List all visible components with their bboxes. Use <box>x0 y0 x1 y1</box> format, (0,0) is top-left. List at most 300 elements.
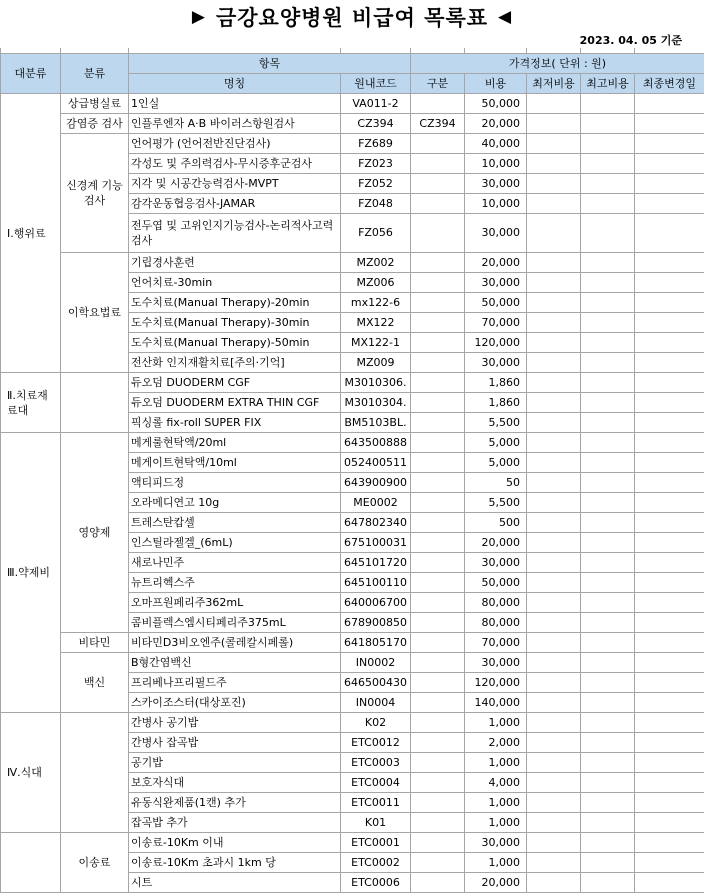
item-cost-cell: 1,000 <box>465 713 527 733</box>
item-cost-cell: 20,000 <box>465 873 527 893</box>
table-row <box>1 373 704 393</box>
last-changed-cell <box>635 633 704 653</box>
item-name-cell: 간병사 잡곡밥 <box>129 733 341 753</box>
max-cost-cell <box>581 733 635 753</box>
item-name-cell: 보호자식대 <box>129 773 341 793</box>
min-cost-cell <box>527 293 581 313</box>
max-cost-cell <box>581 293 635 313</box>
item-code-cell: ETC0003 <box>341 753 411 773</box>
item-type-cell <box>411 553 465 573</box>
max-cost-cell <box>581 194 635 214</box>
last-changed-cell <box>635 134 704 154</box>
item-cost-cell: 30,000 <box>465 653 527 673</box>
item-name-cell: 메게룰현탁액/20ml <box>129 433 341 453</box>
max-cost-cell <box>581 673 635 693</box>
max-cost-cell <box>581 433 635 453</box>
item-code-cell: ETC0012 <box>341 733 411 753</box>
item-name-cell: 전산화 인지재활치료[주의·기억] <box>129 353 341 373</box>
minor-category-cell: 백신 <box>61 653 129 713</box>
right-triangle-icon: ▶ <box>192 7 206 27</box>
item-code-cell: IN0004 <box>341 693 411 713</box>
item-cost-cell: 1,000 <box>465 793 527 813</box>
max-cost-cell <box>581 413 635 433</box>
item-type-cell <box>411 413 465 433</box>
item-code-cell: 645101720 <box>341 553 411 573</box>
max-cost-cell <box>581 873 635 893</box>
item-cost-cell: 1,000 <box>465 753 527 773</box>
item-cost-cell: 2,000 <box>465 733 527 753</box>
item-type-cell <box>411 214 465 253</box>
last-changed-cell <box>635 513 704 533</box>
item-cost-cell: 70,000 <box>465 633 527 653</box>
item-cost-cell: 120,000 <box>465 333 527 353</box>
item-name-cell: 언어평가 (언어전반진단검사) <box>129 134 341 154</box>
min-cost-cell <box>527 513 581 533</box>
last-changed-cell <box>635 333 704 353</box>
page-title <box>0 0 704 34</box>
item-cost-cell: 10,000 <box>465 154 527 174</box>
item-name-cell: 간병사 공기밥 <box>129 713 341 733</box>
item-type-cell <box>411 473 465 493</box>
item-type-cell <box>411 793 465 813</box>
min-cost-cell <box>527 473 581 493</box>
item-name-cell: 도수치료(Manual Therapy)-50min <box>129 333 341 353</box>
header-last-changed: 최종변경일 <box>635 74 704 94</box>
item-type-cell <box>411 353 465 373</box>
item-name-cell: 1인실 <box>129 94 341 114</box>
item-type-cell <box>411 273 465 293</box>
min-cost-cell <box>527 773 581 793</box>
item-name-cell: 유동식완제품(1캔) 추가 <box>129 793 341 813</box>
item-code-cell: 640006700 <box>341 593 411 613</box>
min-cost-cell <box>527 253 581 273</box>
max-cost-cell <box>581 773 635 793</box>
min-cost-cell <box>527 593 581 613</box>
min-cost-cell <box>527 833 581 853</box>
item-code-cell: K01 <box>341 813 411 833</box>
item-type-cell <box>411 393 465 413</box>
min-cost-cell <box>527 873 581 893</box>
last-changed-cell <box>635 253 704 273</box>
min-cost-cell <box>527 94 581 114</box>
item-type-cell <box>411 873 465 893</box>
last-changed-cell <box>635 673 704 693</box>
item-name-cell: B형간염백신 <box>129 653 341 673</box>
item-name-cell: 듀오덤 DUODERM EXTRA THIN CGF <box>129 393 341 413</box>
max-cost-cell <box>581 573 635 593</box>
major-category-cell: Ⅳ.식대 <box>1 713 61 833</box>
table-row <box>1 94 704 114</box>
title-text: 금강요양병원 비급여 목록표 <box>216 2 488 32</box>
table-row <box>1 134 704 154</box>
header-code: 원내코드 <box>341 74 411 94</box>
item-name-cell: 듀오덤 DUODERM CGF <box>129 373 341 393</box>
min-cost-cell <box>527 174 581 194</box>
max-cost-cell <box>581 373 635 393</box>
item-name-cell: 감각운동협응검사-JAMAR <box>129 194 341 214</box>
min-cost-cell <box>527 693 581 713</box>
item-name-cell: 뉴트리헥스주 <box>129 573 341 593</box>
last-changed-cell <box>635 373 704 393</box>
item-code-cell: 647802340 <box>341 513 411 533</box>
item-cost-cell: 30,000 <box>465 214 527 253</box>
max-cost-cell <box>581 493 635 513</box>
max-cost-cell <box>581 253 635 273</box>
min-cost-cell <box>527 493 581 513</box>
item-cost-cell: 30,000 <box>465 833 527 853</box>
item-type-cell <box>411 573 465 593</box>
item-code-cell: FZ052 <box>341 174 411 194</box>
max-cost-cell <box>581 453 635 473</box>
minor-category-cell: 상급병실료 <box>61 94 129 114</box>
max-cost-cell <box>581 713 635 733</box>
item-cost-cell: 80,000 <box>465 613 527 633</box>
last-changed-cell <box>635 293 704 313</box>
table-row <box>1 433 704 453</box>
major-category-cell: Ⅱ.치료재료대 <box>1 373 61 433</box>
last-changed-cell <box>635 733 704 753</box>
max-cost-cell <box>581 154 635 174</box>
item-type-cell <box>411 633 465 653</box>
header-name: 명칭 <box>129 74 341 94</box>
item-type-cell <box>411 94 465 114</box>
item-cost-cell: 140,000 <box>465 693 527 713</box>
item-code-cell: FZ689 <box>341 134 411 154</box>
left-triangle-icon: ◀ <box>498 7 512 27</box>
item-name-cell: 오마프원페리주362mL <box>129 593 341 613</box>
table-row <box>1 833 704 853</box>
max-cost-cell <box>581 473 635 493</box>
max-cost-cell <box>581 793 635 813</box>
max-cost-cell <box>581 513 635 533</box>
item-cost-cell: 70,000 <box>465 313 527 333</box>
last-changed-cell <box>635 593 704 613</box>
max-cost-cell <box>581 753 635 773</box>
last-changed-cell <box>635 573 704 593</box>
item-code-cell: BM5103BL. <box>341 413 411 433</box>
last-changed-cell <box>635 793 704 813</box>
min-cost-cell <box>527 214 581 253</box>
item-cost-cell: 5,000 <box>465 433 527 453</box>
item-code-cell: ETC0004 <box>341 773 411 793</box>
item-cost-cell: 500 <box>465 513 527 533</box>
max-cost-cell <box>581 273 635 293</box>
last-changed-cell <box>635 114 704 134</box>
min-cost-cell <box>527 793 581 813</box>
item-cost-cell: 20,000 <box>465 253 527 273</box>
min-cost-cell <box>527 413 581 433</box>
min-cost-cell <box>527 134 581 154</box>
item-code-cell: M3010306. <box>341 373 411 393</box>
item-cost-cell: 1,000 <box>465 813 527 833</box>
item-type-cell <box>411 453 465 473</box>
item-name-cell: 오라메디연고 10g <box>129 493 341 513</box>
item-code-cell: 643900900 <box>341 473 411 493</box>
last-changed-cell <box>635 273 704 293</box>
item-cost-cell: 30,000 <box>465 553 527 573</box>
item-type-cell <box>411 753 465 773</box>
item-name-cell: 스카이조스터(대상포진) <box>129 693 341 713</box>
item-code-cell: 643500888 <box>341 433 411 453</box>
item-type-cell <box>411 833 465 853</box>
max-cost-cell <box>581 214 635 253</box>
item-type-cell <box>411 154 465 174</box>
min-cost-cell <box>527 273 581 293</box>
item-type-cell <box>411 773 465 793</box>
max-cost-cell <box>581 693 635 713</box>
item-type-cell <box>411 513 465 533</box>
last-changed-cell <box>635 194 704 214</box>
item-name-cell: 도수치료(Manual Therapy)-30min <box>129 313 341 333</box>
min-cost-cell <box>527 154 581 174</box>
last-changed-cell <box>635 553 704 573</box>
item-type-cell <box>411 593 465 613</box>
last-changed-cell <box>635 693 704 713</box>
max-cost-cell <box>581 333 635 353</box>
item-name-cell: 기립경사훈련 <box>129 253 341 273</box>
minor-category-cell <box>61 373 129 433</box>
min-cost-cell <box>527 313 581 333</box>
item-code-cell: VA011-2 <box>341 94 411 114</box>
item-name-cell: 콤비플렉스엠시티페리주375mL <box>129 613 341 633</box>
table-row <box>1 114 704 134</box>
item-name-cell: 공기밥 <box>129 753 341 773</box>
item-code-cell: ETC0006 <box>341 873 411 893</box>
max-cost-cell <box>581 114 635 134</box>
item-name-cell: 도수치료(Manual Therapy)-20min <box>129 293 341 313</box>
minor-category-cell: 신경계 기능검사 <box>61 134 129 253</box>
item-name-cell: 액티피드정 <box>129 473 341 493</box>
last-changed-cell <box>635 853 704 873</box>
last-changed-cell <box>635 94 704 114</box>
item-code-cell: K02 <box>341 713 411 733</box>
item-name-cell: 잡곡밥 추가 <box>129 813 341 833</box>
item-name-cell: 트레스탄캅셀 <box>129 513 341 533</box>
item-type-cell <box>411 673 465 693</box>
min-cost-cell <box>527 673 581 693</box>
last-changed-cell <box>635 713 704 733</box>
item-cost-cell: 20,000 <box>465 533 527 553</box>
item-type-cell <box>411 713 465 733</box>
last-changed-cell <box>635 833 704 853</box>
item-type-cell <box>411 533 465 553</box>
minor-category-cell <box>61 713 129 833</box>
table-row <box>1 253 704 273</box>
item-code-cell: M3010304. <box>341 393 411 413</box>
minor-category-cell: 이송료 <box>61 833 129 893</box>
table-row <box>1 633 704 653</box>
min-cost-cell <box>527 353 581 373</box>
item-cost-cell: 1,860 <box>465 373 527 393</box>
item-code-cell: 641805170 <box>341 633 411 653</box>
item-cost-cell: 50,000 <box>465 573 527 593</box>
item-code-cell: FZ023 <box>341 154 411 174</box>
min-cost-cell <box>527 453 581 473</box>
min-cost-cell <box>527 753 581 773</box>
item-type-cell <box>411 733 465 753</box>
item-name-cell: 메게이트현탁액/10ml <box>129 453 341 473</box>
last-changed-cell <box>635 753 704 773</box>
item-type-cell <box>411 493 465 513</box>
item-name-cell: 인스틸라젤겔_(6mL) <box>129 533 341 553</box>
item-code-cell: 645100110 <box>341 573 411 593</box>
item-type-cell <box>411 293 465 313</box>
item-name-cell: 이송료-10Km 이내 <box>129 833 341 853</box>
minor-category-cell: 영양제 <box>61 433 129 633</box>
item-code-cell: 675100031 <box>341 533 411 553</box>
last-changed-cell <box>635 413 704 433</box>
item-name-cell: 언어치료-30min <box>129 273 341 293</box>
item-type-cell <box>411 653 465 673</box>
item-name-cell: 시트 <box>129 873 341 893</box>
min-cost-cell <box>527 573 581 593</box>
item-cost-cell: 20,000 <box>465 114 527 134</box>
minor-category-cell: 이학요법료 <box>61 253 129 373</box>
min-cost-cell <box>527 713 581 733</box>
item-type-cell <box>411 313 465 333</box>
item-code-cell: ETC0011 <box>341 793 411 813</box>
item-cost-cell: 30,000 <box>465 353 527 373</box>
max-cost-cell <box>581 853 635 873</box>
item-code-cell: MZ002 <box>341 253 411 273</box>
last-changed-cell <box>635 613 704 633</box>
item-type-cell <box>411 813 465 833</box>
min-cost-cell <box>527 433 581 453</box>
item-cost-cell: 10,000 <box>465 194 527 214</box>
header-max-cost: 최고비용 <box>581 74 635 94</box>
item-cost-cell: 1,860 <box>465 393 527 413</box>
max-cost-cell <box>581 174 635 194</box>
item-type-cell <box>411 253 465 273</box>
item-code-cell: MZ009 <box>341 353 411 373</box>
last-changed-cell <box>635 493 704 513</box>
item-name-cell: 프리베나프리필드주 <box>129 673 341 693</box>
item-code-cell: ETC0001 <box>341 833 411 853</box>
item-type-cell <box>411 433 465 453</box>
max-cost-cell <box>581 134 635 154</box>
header-item-group: 항목 <box>129 54 411 74</box>
item-code-cell: 052400511 <box>341 453 411 473</box>
min-cost-cell <box>527 733 581 753</box>
major-category-cell: Ⅰ.행위료 <box>1 94 61 373</box>
min-cost-cell <box>527 853 581 873</box>
base-date: 2023. 04. 05 기준 <box>580 34 682 48</box>
item-name-cell: 이송료-10Km 초과시 1km 당 <box>129 853 341 873</box>
min-cost-cell <box>527 114 581 134</box>
major-category-cell: Ⅲ.약제비 <box>1 433 61 713</box>
last-changed-cell <box>635 533 704 553</box>
header-major: 대분류 <box>1 54 61 94</box>
min-cost-cell <box>527 633 581 653</box>
last-changed-cell <box>635 873 704 893</box>
max-cost-cell <box>581 813 635 833</box>
max-cost-cell <box>581 833 635 853</box>
item-name-cell: 새로나민주 <box>129 553 341 573</box>
min-cost-cell <box>527 333 581 353</box>
item-cost-cell: 5,500 <box>465 413 527 433</box>
item-code-cell: ETC0002 <box>341 853 411 873</box>
item-name-cell: 각성도 및 주의력검사-무시증후군검사 <box>129 154 341 174</box>
item-cost-cell: 50 <box>465 473 527 493</box>
item-cost-cell: 120,000 <box>465 673 527 693</box>
min-cost-cell <box>527 613 581 633</box>
min-cost-cell <box>527 813 581 833</box>
item-code-cell: mx122-6 <box>341 293 411 313</box>
item-code-cell: ME0002 <box>341 493 411 513</box>
item-type-cell <box>411 853 465 873</box>
min-cost-cell <box>527 373 581 393</box>
max-cost-cell <box>581 393 635 413</box>
last-changed-cell <box>635 653 704 673</box>
last-changed-cell <box>635 313 704 333</box>
item-cost-cell: 5,000 <box>465 453 527 473</box>
last-changed-cell <box>635 773 704 793</box>
item-cost-cell: 50,000 <box>465 293 527 313</box>
item-cost-cell: 5,500 <box>465 493 527 513</box>
minor-category-cell: 감염증 검사 <box>61 114 129 134</box>
min-cost-cell <box>527 653 581 673</box>
max-cost-cell <box>581 593 635 613</box>
header-price-group: 가격정보( 단위 : 원) <box>411 54 704 74</box>
header-min-cost: 최저비용 <box>527 74 581 94</box>
max-cost-cell <box>581 533 635 553</box>
max-cost-cell <box>581 353 635 373</box>
min-cost-cell <box>527 194 581 214</box>
min-cost-cell <box>527 533 581 553</box>
item-cost-cell: 30,000 <box>465 174 527 194</box>
last-changed-cell <box>635 353 704 373</box>
item-name-cell: 인플루엔자 A·B 바이러스항원검사 <box>129 114 341 134</box>
last-changed-cell <box>635 174 704 194</box>
item-code-cell: FZ056 <box>341 214 411 253</box>
item-cost-cell: 4,000 <box>465 773 527 793</box>
max-cost-cell <box>581 613 635 633</box>
table-row <box>1 653 704 673</box>
item-cost-cell: 80,000 <box>465 593 527 613</box>
max-cost-cell <box>581 653 635 673</box>
item-code-cell: MZ006 <box>341 273 411 293</box>
item-name-cell: 지각 및 시공간능력검사-MVPT <box>129 174 341 194</box>
item-cost-cell: 1,000 <box>465 853 527 873</box>
last-changed-cell <box>635 473 704 493</box>
header-minor: 분류 <box>61 54 129 94</box>
min-cost-cell <box>527 553 581 573</box>
item-code-cell: 646500430 <box>341 673 411 693</box>
header-type: 구분 <box>411 74 465 94</box>
item-name-cell: 비타민D3비오엔주(콜레칼시페롤) <box>129 633 341 653</box>
max-cost-cell <box>581 553 635 573</box>
item-type-cell <box>411 693 465 713</box>
item-type-cell <box>411 613 465 633</box>
item-type-cell <box>411 333 465 353</box>
item-cost-cell: 50,000 <box>465 94 527 114</box>
item-code-cell: MX122-1 <box>341 333 411 353</box>
table-row <box>1 713 704 733</box>
minor-category-cell: 비타민 <box>61 633 129 653</box>
item-cost-cell: 40,000 <box>465 134 527 154</box>
price-table <box>0 48 704 893</box>
item-name-cell: 픽싱롤 fix-roll SUPER FIX <box>129 413 341 433</box>
last-changed-cell <box>635 214 704 253</box>
last-changed-cell <box>635 813 704 833</box>
item-code-cell: CZ394 <box>341 114 411 134</box>
last-changed-cell <box>635 154 704 174</box>
max-cost-cell <box>581 313 635 333</box>
item-type-cell <box>411 373 465 393</box>
item-code-cell: FZ048 <box>341 194 411 214</box>
header-cost: 비용 <box>465 74 527 94</box>
last-changed-cell <box>635 453 704 473</box>
